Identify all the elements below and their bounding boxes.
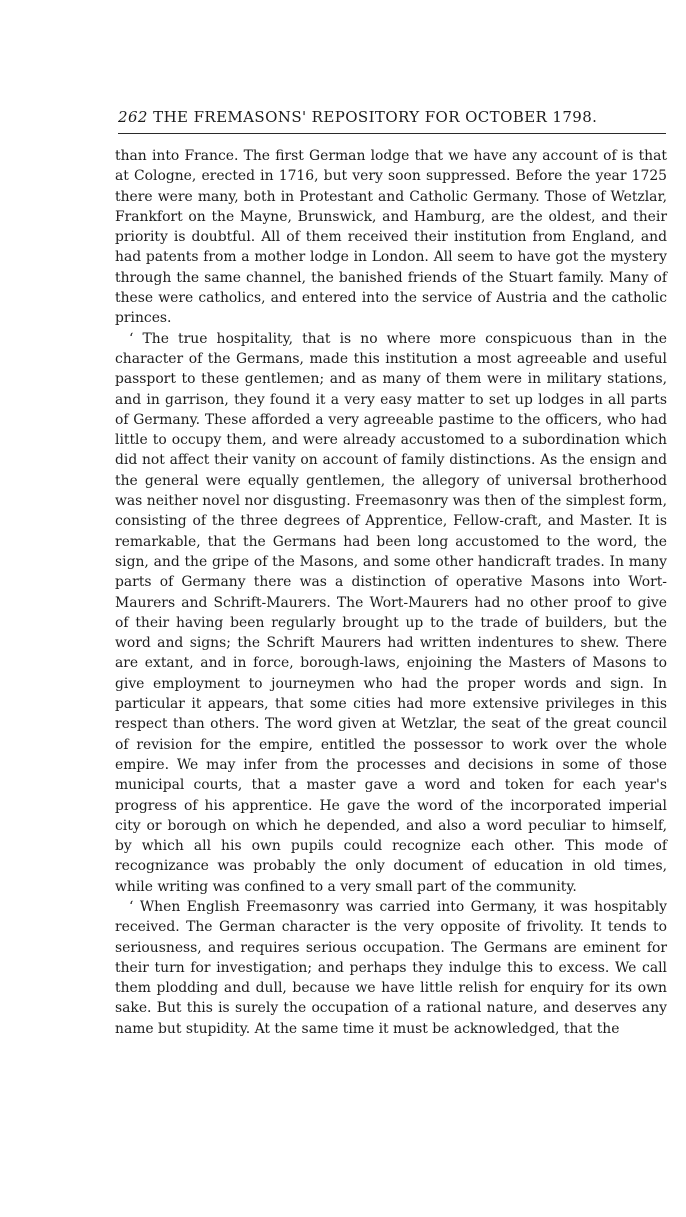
page-number: 262 (118, 108, 148, 126)
paragraph-continuation: than into France. The first German lodge that we have any account of is that at Cologne, erected in 1716, but very soon suppressed. Before the year 1725 there were many, both in Protestant and Catholic Germany. Those of Wetzlar, Frankfort on the Mayne, Brunswick, and Hamburg, are the oldest, and their priority is doubtful. All of them received their institution from England, and had patents from a mother lodge in London. All seem to have got the mystery through the same channel, the banished friends of the Stuart family. Many of these were catholics, and entered into the service of Austria and the catholic princes. (115, 148, 667, 327)
paragraph-hospitality: ‘ The true hospitality, that is no where more conspicuous than in the character of the Germans, made this institution a most agreeable and useful passport to these gentlemen; and as many of them were in military stations, and in garrison, they found it a very easy matter to set up lodges in all parts of Germany. These afforded a very agreeable pastime to the officers, who had little to occupy them, and were already accustomed to a subordination which did not affect their vanity on account of family distinctions. As the ensign and the general were equally gentlemen, the allegory of universal brotherhood was neither novel nor disgusting. Freemasonry was then of the simplest form, consisting of the three degrees of Apprentice, Fellow-craft, and Master. It is remarkable, that the Germans had been long accustomed to the word, the sign, and the gripe of the Masons, and some other handicraft trades. In many parts of Germany there was a distinction of operative Masons into Wort-Maurers and Schrift-Maurers. The Wort-Maurers had no other proof to give of their having been regularly brought up to the trade of builders, but the word and signs; the Schrift Maurers had written indentures to shew. There are extant, and in force, borough-laws, enjoining the Masters of Masons to give employment to journeymen who had the proper words and sign. In particular it appears, that some cities had more extensive privileges in this respect than others. The word given at Wetzlar, the seat of the great council of revision for the empire, entitled the possessor to work over the whole empire. We may infer from the processes and decisions in some of those municipal courts, that a master gave a word and token for each year's progress of his apprentice. He gave the word of the incorporated imperial city or borough on which he depended, and also a word peculiar to himself, by which all his own pupils could recognize each other. This mode of recognizance was probably the only document of education in old times, while writing was confined to a very small part of the community. (115, 330, 667, 895)
running-header (118, 108, 666, 130)
body-text (115, 146, 667, 1039)
running-title: THE FREMASONS' REPOSITORY FOR OCTOBER 1798. (153, 108, 598, 126)
header-rule (118, 133, 666, 134)
paragraph-english-freemasonry: ‘ When English Freemasonry was carried into Germany, it was hospitably received. The German character is the very opposite of frivolity. It tends to seriousness, and requires serious occupation. The Germans are eminent for their turn for investigation; and perhaps they indulge this to excess. We call them plodding and dull, because we have little relish for enquiry for its own sake. But this is surely the occupation of a rational nature, and deserves any name but stupidity. At the same time it must be acknowledged, that the (115, 898, 667, 1037)
